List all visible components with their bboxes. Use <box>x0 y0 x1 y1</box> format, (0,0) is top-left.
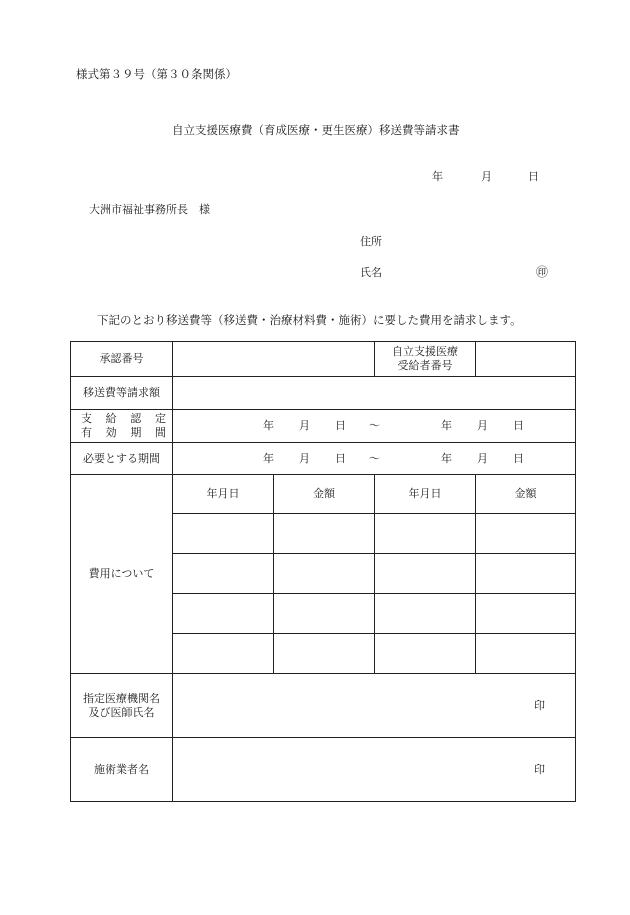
col-header-amount: 金額 <box>476 475 576 514</box>
practitioner-label: 施術業者名 <box>71 738 173 802</box>
to-month: 月 <box>477 419 488 432</box>
date-year-label: 年 <box>432 170 443 183</box>
approval-number-label: 承認番号 <box>71 342 173 377</box>
medical-institution-label-line1: 指定医療機関名 <box>83 691 160 705</box>
address-label: 住所 <box>360 235 382 248</box>
cost-date-cell[interactable] <box>173 634 274 674</box>
char: 期 <box>130 426 142 439</box>
char: 効 <box>105 426 117 439</box>
document-title: 自立支援医療費（育成医療・更生医療）移送費等請求書 <box>172 123 460 137</box>
from-month: 月 <box>299 451 310 465</box>
cost-label: 費用について <box>71 475 173 674</box>
medical-institution-label <box>71 674 173 738</box>
char: 支 <box>81 412 92 425</box>
cost-amount-cell[interactable] <box>274 634 375 674</box>
validity-period-field[interactable] <box>173 410 576 443</box>
cost-date-cell[interactable] <box>173 554 274 594</box>
tilde: ～ <box>369 419 380 432</box>
cost-date-cell[interactable] <box>375 634 476 674</box>
char: 定 <box>154 412 166 425</box>
cost-date-cell[interactable] <box>173 514 274 554</box>
claim-form-table <box>70 341 576 802</box>
required-period-field[interactable] <box>173 443 576 475</box>
approval-number-field[interactable] <box>173 342 375 377</box>
to-day: 日 <box>513 419 524 432</box>
char: 有 <box>81 426 92 439</box>
cost-date-cell[interactable] <box>173 594 274 634</box>
col-header-date: 年月日 <box>375 475 476 514</box>
required-period-label: 必要とする期間 <box>71 443 173 475</box>
col-header-amount: 金額 <box>274 475 375 514</box>
from-year: 年 <box>263 419 274 432</box>
cost-amount-cell[interactable] <box>476 634 576 674</box>
stamp-mark: 印 <box>534 762 546 776</box>
validity-period-label <box>71 410 173 443</box>
char: 間 <box>154 426 166 439</box>
from-year: 年 <box>263 451 274 465</box>
date-day-label: 日 <box>528 170 539 183</box>
to-year: 年 <box>441 419 452 432</box>
cost-date-cell[interactable] <box>375 594 476 634</box>
claim-amount-label: 移送費等請求額 <box>71 377 173 410</box>
cost-amount-cell[interactable] <box>274 554 375 594</box>
medical-institution-label-line2: 及び医師氏名 <box>88 705 155 719</box>
seal-icon: ㊞ <box>536 265 549 279</box>
intro-text: 下記のとおり移送費等（移送費・治療材料費・施術）に要した費用を請求します。 <box>97 313 522 327</box>
form-number: 様式第３９号（第３０条関係） <box>76 67 237 81</box>
stamp-mark: 印 <box>534 698 546 712</box>
cost-date-cell[interactable] <box>375 554 476 594</box>
char: 給 <box>105 412 117 425</box>
recipient-number-label <box>375 342 476 377</box>
date-month-label: 月 <box>481 170 492 183</box>
to-month: 月 <box>477 451 488 465</box>
cost-amount-cell[interactable] <box>476 514 576 554</box>
cost-amount-cell[interactable] <box>476 594 576 634</box>
claim-amount-field[interactable] <box>173 377 576 410</box>
name-label: 氏名 <box>360 266 382 279</box>
medical-institution-field[interactable] <box>173 674 576 738</box>
cost-amount-cell[interactable] <box>476 554 576 594</box>
recipient-number-label-line1: 自立支援医療 <box>392 345 459 358</box>
col-header-date: 年月日 <box>173 475 274 514</box>
char: 認 <box>130 412 142 425</box>
cost-amount-cell[interactable] <box>274 594 375 634</box>
cost-date-cell[interactable] <box>375 514 476 554</box>
cost-amount-cell[interactable] <box>274 514 375 554</box>
to-day: 日 <box>513 451 524 465</box>
practitioner-field[interactable] <box>173 738 576 802</box>
from-day: 日 <box>335 419 346 432</box>
to-year: 年 <box>441 451 452 465</box>
from-day: 日 <box>335 451 346 465</box>
tilde: ～ <box>369 451 380 465</box>
addressee: 大洲市福祉事務所長 様 <box>89 203 210 216</box>
recipient-number-label-line2: 受給者番号 <box>397 359 453 372</box>
recipient-number-field[interactable] <box>476 342 576 377</box>
from-month: 月 <box>299 419 310 432</box>
